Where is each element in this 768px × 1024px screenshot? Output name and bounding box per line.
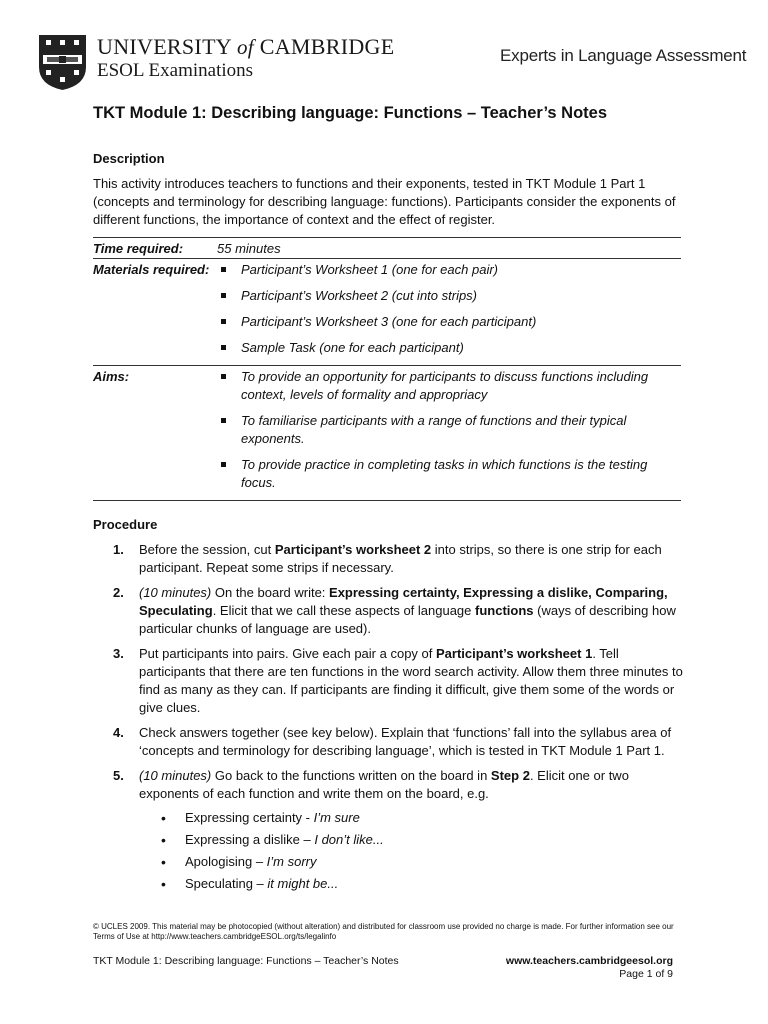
procedure-list	[113, 541, 683, 902]
list-item: To familiarise participants with a range of functions and their typical exponents.	[217, 412, 681, 448]
list-item: Participant’s Worksheet 3 (one for each participant)	[217, 313, 681, 331]
materials-list	[217, 261, 681, 357]
procedure-step-3: 3. Put participants into pairs. Give each pair a copy of Participant’s worksheet 1. Tell participants that there are ten functions in the word search activity. Allow them three minutes to find as many as they can. If participants are finding it difficult, give them some of the words or give clues.	[113, 646, 683, 715]
aims-list	[217, 368, 681, 492]
list-item: • Expressing a dislike – I don’t like...	[139, 829, 683, 851]
materials-row	[93, 259, 681, 366]
list-item: • Expressing certainty - I’m sure	[139, 807, 683, 829]
description-heading: Description	[93, 151, 165, 166]
footer-doc-title: TKT Module 1: Describing language: Functions – Teacher’s Notes	[93, 955, 399, 967]
list-item: • Apologising – I’m sorry	[139, 851, 683, 873]
footer-right	[480, 955, 673, 981]
function-examples	[139, 807, 683, 895]
cambridge-crest-icon	[37, 33, 88, 92]
time-label: Time required:	[93, 241, 184, 256]
procedure-step-5: 5. (10 minutes) Go back to the functions written on the board in Step 2. Elicit one or two exponents of each function and write them on the board, e.g. • Expressing certainty - I’m sure • Expressing a dislike – I don’t like... • Apologising – I’m sorry • Speculating – it might be...	[113, 767, 683, 895]
copyright-notice: © UCLES 2009. This material may be photocopied (without alteration) and distributed for classroom use provided no charge is made. For further information see our Terms of Use at http://www.teachers.cambridgeESOL.org/ts/legalinfo	[93, 922, 674, 941]
description-text: This activity introduces teachers to functions and their exponents, tested in TKT Module 1 Part 1 (concepts and terminology for describing language: functions). Participants consider the exponents of different functions, the importance of context and the effect of register.	[93, 176, 676, 227]
list-item: Participant’s Worksheet 1 (one for each pair)	[217, 261, 681, 279]
esol-examinations: ESOL Examinations	[97, 60, 254, 81]
list-item: Sample Task (one for each participant)	[217, 339, 681, 357]
session-info-table	[93, 237, 681, 501]
procedure-step-1: 1. Before the session, cut Participant’s worksheet 2 into strips, so there is one strip for each participant. Repeat some strips if necessary.	[113, 542, 662, 575]
university-name: UNIVERSITY of CAMBRIDGE	[97, 34, 395, 59]
time-row	[93, 238, 681, 259]
list-item: To provide an opportunity for participants to discuss functions including context, levels of formality and appropriacy	[217, 368, 681, 404]
list-item: Participant’s Worksheet 2 (cut into strips)	[217, 287, 681, 305]
procedure-step-4: 4. Check answers together (see key below). Explain that ‘functions’ fall into the syllabus area of ‘concepts and terminology for describing language’, which is tested in TKT Module 1 Part 1.	[113, 725, 672, 758]
time-value: 55 minutes	[217, 241, 281, 256]
list-item: • Speculating – it might be...	[139, 873, 683, 895]
page-title: TKT Module 1: Describing language: Functions – Teacher’s Notes	[93, 104, 608, 122]
list-item: To provide practice in completing tasks in which functions is the testing focus.	[217, 456, 681, 492]
aims-label: Aims:	[93, 369, 130, 384]
procedure-heading: Procedure	[93, 517, 158, 532]
page-number: Page 1 of 9	[619, 968, 673, 980]
materials-label: Materials required:	[93, 262, 210, 277]
aims-row	[93, 366, 681, 501]
footer-url[interactable]: www.teachers.cambridgeesol.org	[505, 955, 673, 967]
procedure-step-2: 2. (10 minutes) On the board write: Expressing certainty, Expressing a dislike, Comparing, Speculating. Elicit that we call these aspects of language functions (ways of describing how particular chunks of language are used).	[113, 585, 676, 636]
tagline: Experts in Language Assessment	[500, 46, 747, 65]
